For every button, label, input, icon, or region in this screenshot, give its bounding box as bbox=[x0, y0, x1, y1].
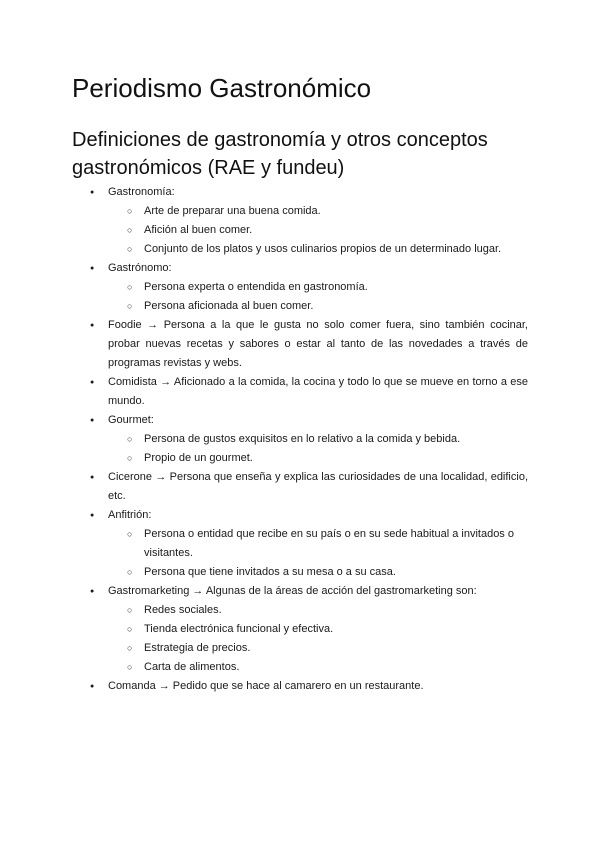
list-item bbox=[108, 506, 528, 582]
sub-list bbox=[108, 202, 528, 259]
list-item bbox=[108, 411, 528, 468]
list-item-text: Anfitrión: bbox=[108, 509, 152, 521]
list-item-text: Gastronomía: bbox=[108, 186, 175, 198]
sub-list-item: ○ Persona o entidad que recibe en su país o en su sede habitual a invitados o visitantes. bbox=[144, 525, 528, 563]
sub-list-item: ○ Persona que tiene invitados a su mesa o a su casa. bbox=[144, 563, 528, 582]
sub-list-item: ○ Persona experta o entendida en gastronomía. bbox=[144, 278, 528, 297]
sub-list bbox=[108, 601, 528, 677]
list-item bbox=[108, 582, 528, 677]
list-item-text: Gourmet: bbox=[108, 414, 154, 426]
list-item bbox=[108, 259, 528, 316]
sub-list-item: ○ Arte de preparar una buena comida. bbox=[144, 202, 528, 221]
sub-list-item: ○ Tienda electrónica funcional y efectiva. bbox=[144, 620, 528, 639]
sub-list bbox=[108, 525, 528, 582]
list-item bbox=[108, 373, 528, 411]
definitions-list bbox=[108, 183, 528, 696]
page-title: Periodismo Gastronómico bbox=[72, 73, 372, 103]
list-item-text: Foodie → Persona a la que le gusta no solo comer fuera, sino también cocinar, probar nuevas recetas y sabores o estar al tanto de las novedades a través de programas revistas y webs. bbox=[108, 319, 528, 369]
sub-list-item: ○ Afición al buen comer. bbox=[144, 221, 528, 240]
list-item-text: Cicerone → Persona que enseña y explica las curiosidades de una localidad, edificio, etc. bbox=[108, 471, 528, 502]
list-item bbox=[108, 468, 528, 506]
list-item-text: Comidista → Aficionado a la comida, la cocina y todo lo que se mueve en torno a ese mundo. bbox=[108, 376, 528, 407]
list-item-text: Comanda → Pedido que se hace al camarero en un restaurante. bbox=[108, 680, 424, 692]
sub-list-item: ○ Persona aficionada al buen comer. bbox=[144, 297, 528, 316]
sub-list bbox=[108, 430, 528, 468]
sub-list-item: ○ Redes sociales. bbox=[144, 601, 528, 620]
list-item bbox=[108, 183, 528, 259]
list-item bbox=[108, 677, 528, 696]
section-heading: Definiciones de gastronomía y otros conceptos gastronómicos (RAE y fundeu) bbox=[72, 129, 488, 179]
sub-list-item: ○ Persona de gustos exquisitos en lo relativo a la comida y bebida. bbox=[144, 430, 528, 449]
list-item-text: Gastrónomo: bbox=[108, 262, 172, 274]
sub-list-item: ○ Estrategia de precios. bbox=[144, 639, 528, 658]
sub-list-item: ○ Conjunto de los platos y usos culinarios propios de un determinado lugar. bbox=[144, 240, 528, 259]
sub-list bbox=[108, 278, 528, 316]
sub-list-item: ○ Propio de un gourmet. bbox=[144, 449, 528, 468]
list-item bbox=[108, 316, 528, 373]
list-item-text: Gastromarketing → Algunas de la áreas de acción del gastromarketing son: bbox=[108, 585, 477, 597]
sub-list-item: ○ Carta de alimentos. bbox=[144, 658, 528, 677]
